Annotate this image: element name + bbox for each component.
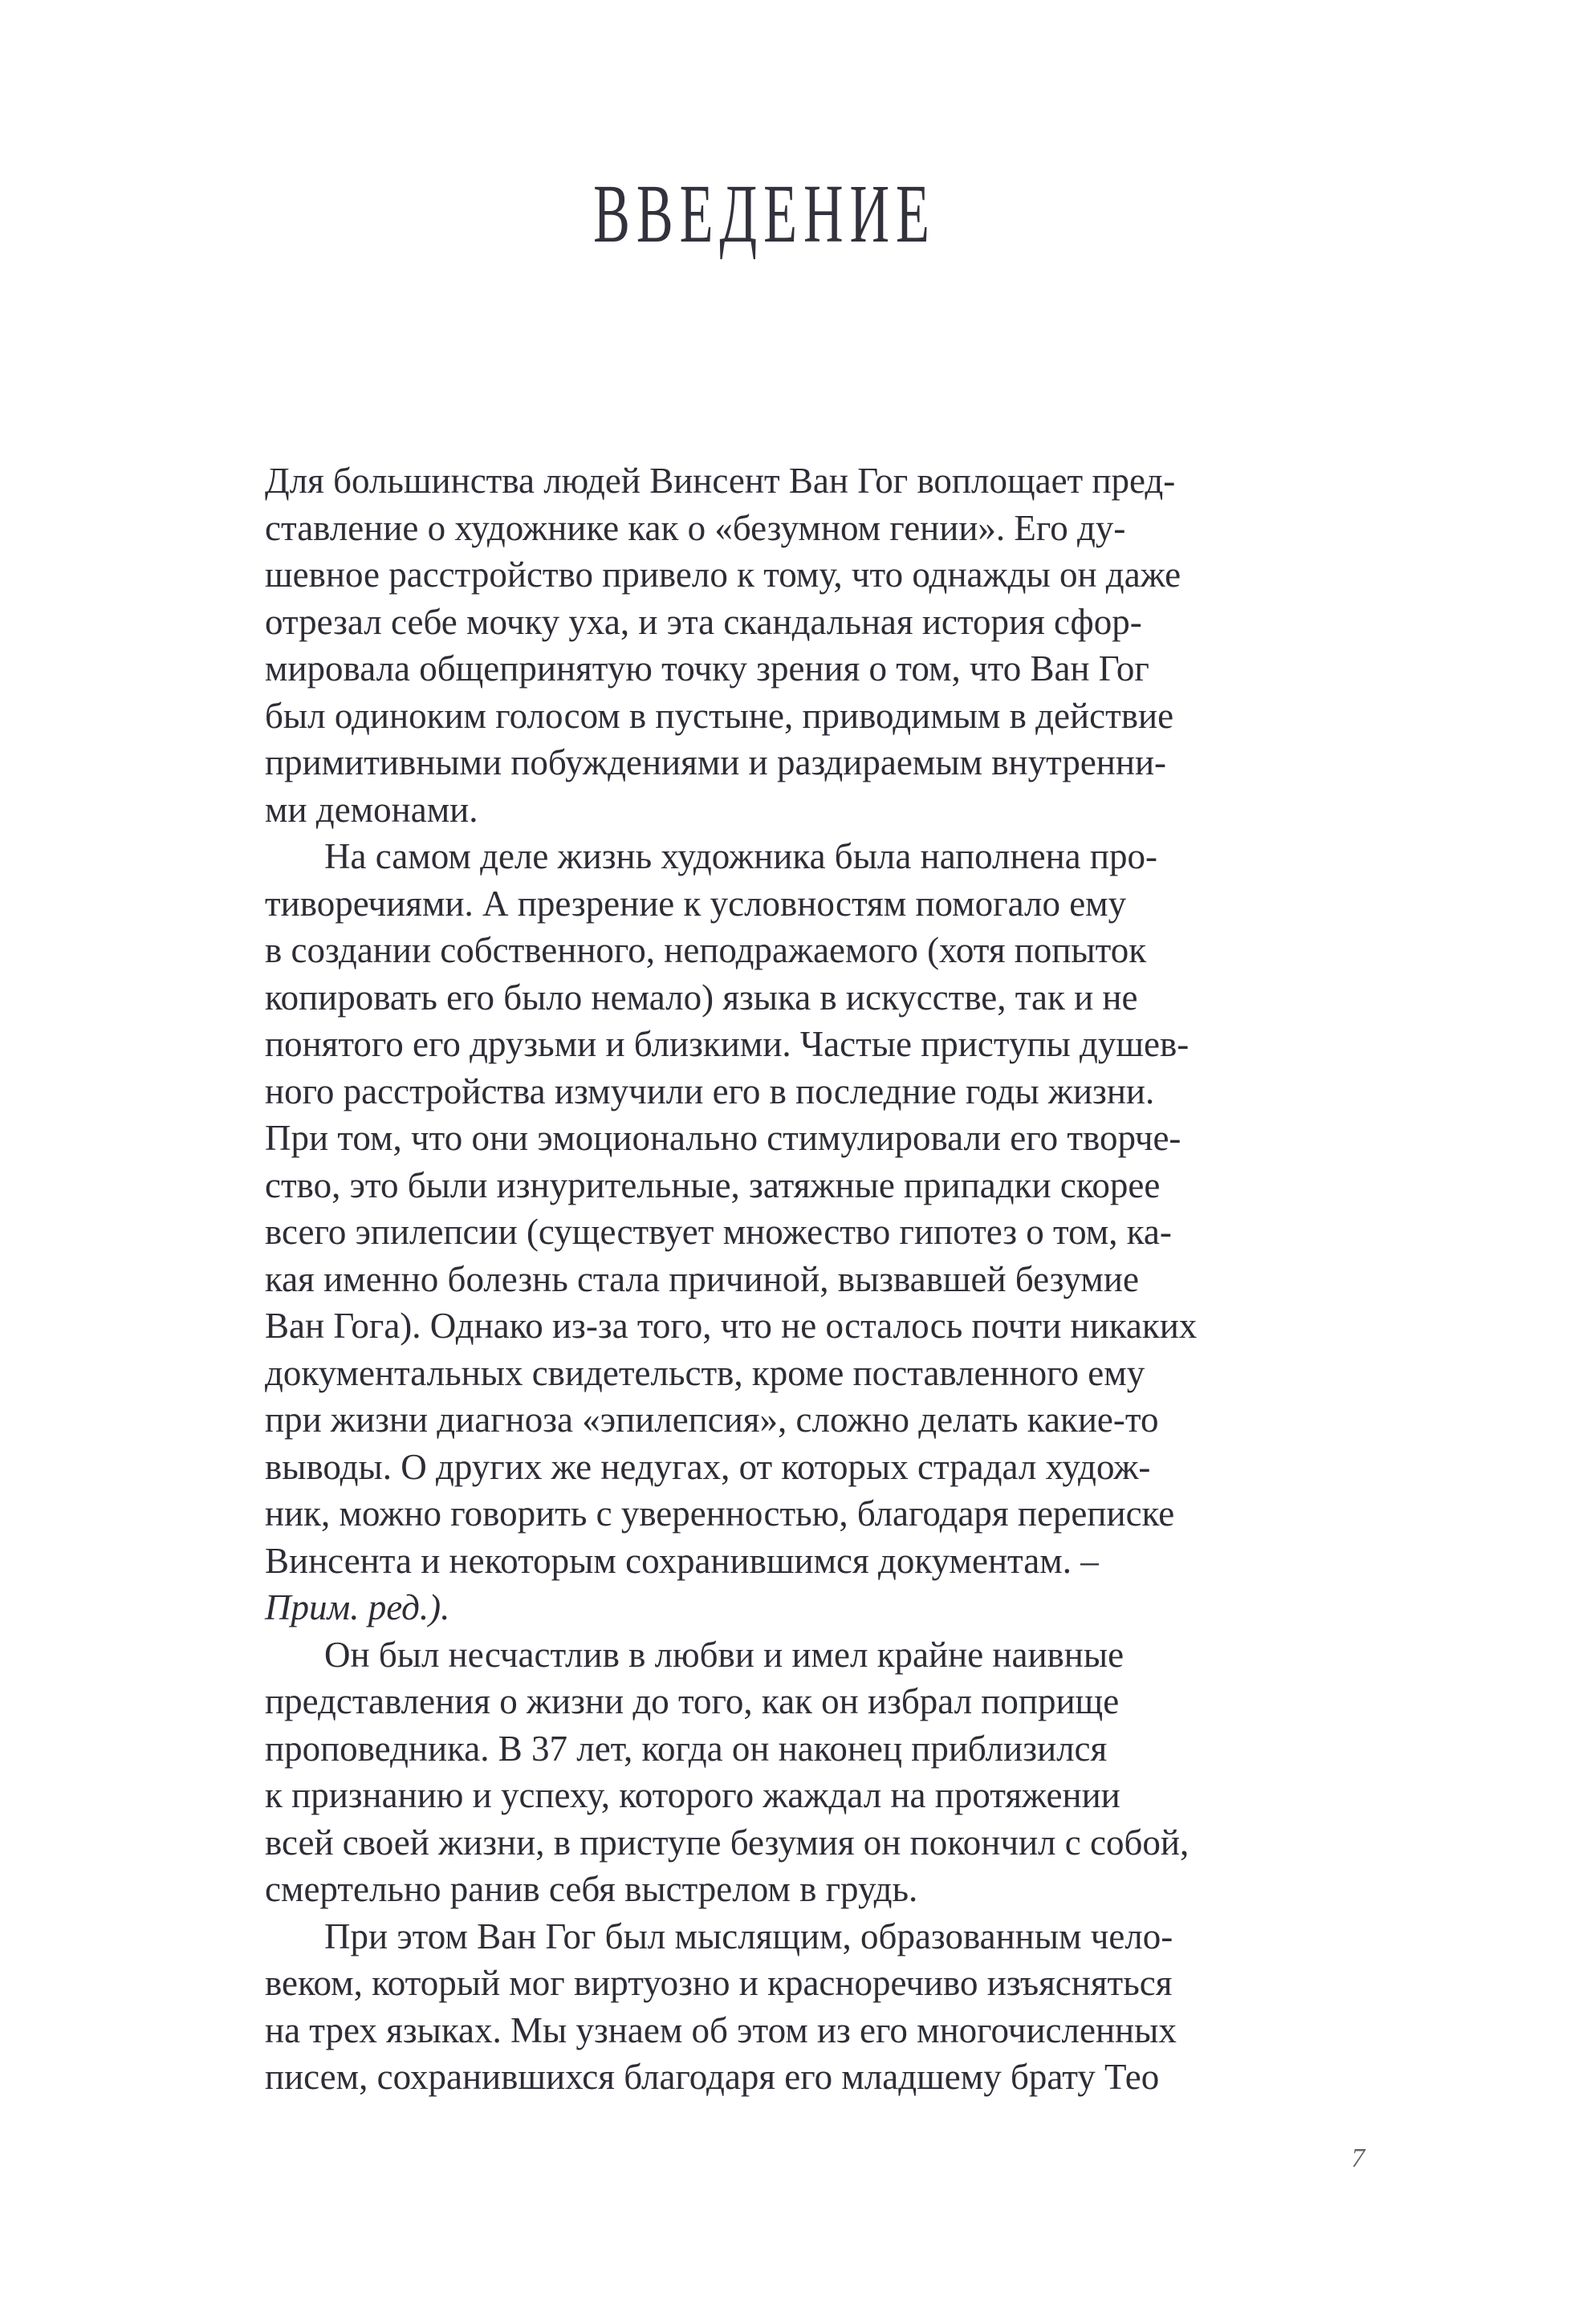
text-line: писем, сохранившихся благодаря его младшему брату Тео	[265, 2057, 1160, 2097]
text-line: при жизни диагноза «эпилепсия», сложно делать какие-то	[265, 1400, 1159, 1440]
text-line: ставление о художнике как о «безумном гении». Его ду-	[265, 507, 1126, 548]
text-line: При том, что они эмоционально стимулировали его творче-	[265, 1118, 1181, 1158]
text-line: выводы. О других же недугах, от которых страдал худож-	[265, 1446, 1151, 1487]
text-line: Для большинства людей Винсент Ван Гог воплощает пред-	[265, 461, 1176, 501]
text-line: отрезал себе мочку уха, и эта скандальная история сфор-	[265, 601, 1142, 642]
text-line: ми демонами.	[265, 789, 478, 830]
text-line: ник, можно говорить с уверенностью, благодаря переписке	[265, 1493, 1175, 1534]
text-line: При этом Ван Гог был мыслящим, образованным чело-	[324, 1916, 1173, 1956]
text-line: копировать его было немало) языка в искусстве, так и не	[265, 977, 1138, 1018]
text-line: примитивными побуждениями и раздираемым внутренни-	[265, 742, 1167, 782]
text-line: кая именно болезнь стала причиной, вызвавшей безумие	[265, 1258, 1139, 1299]
text-line: к признанию и успеху, которого жаждал на протяжении	[265, 1775, 1120, 1815]
text-line: проповедника. В 37 лет, когда он наконец приблизился	[265, 1728, 1108, 1769]
text-line: шевное расстройство привело к тому, что однажды он даже	[265, 555, 1181, 595]
text-line: документальных свидетельств, кроме поставленного ему	[265, 1352, 1145, 1393]
text-line: ного расстройства измучили его в последние годы жизни.	[265, 1071, 1155, 1111]
text-line: Прим. ред.).	[265, 1587, 450, 1627]
text-line: тиворечиями. А презрение к условностям помогало ему	[265, 883, 1127, 924]
text-line: Он был несчастлив в любви и имел крайне наивные	[324, 1634, 1124, 1675]
text-line: смертельно ранив себя выстрелом в грудь.	[265, 1869, 918, 1909]
text-line: веком, который мог виртуозно и красноречиво изъясняться	[265, 1963, 1173, 2003]
text-line: всей своей жизни, в приступе безумия он покончил с собой,	[265, 1822, 1190, 1863]
text-line: Винсента и некоторым сохранившимся документам. –	[265, 1540, 1099, 1581]
text-line: всего эпилепсии (существует множество гипотез о том, ка-	[265, 1212, 1172, 1252]
text-line: на трех языках. Мы узнаем об этом из его многочисленных	[265, 2009, 1177, 2050]
chapter-title: ВВЕДЕНИЕ	[593, 168, 936, 260]
text-line: ство, это были изнурительные, затяжные припадки скорее	[265, 1164, 1161, 1205]
body-text-block	[265, 457, 1272, 2101]
text-line: Ван Гога). Однако из-за того, что не осталось почти никаких	[265, 1306, 1198, 1346]
page-number: 7	[1351, 2143, 1365, 2173]
text-line: был одиноким голосом в пустыне, приводимым в действие	[265, 695, 1174, 736]
text-line: представления о жизни до того, как он избрал поприще	[265, 1681, 1120, 1721]
text-line: в создании собственного, неподражаемого (хотя попыток	[265, 930, 1147, 970]
text-line: мировала общепринятую точку зрения о том, что Ван Гог	[265, 648, 1149, 689]
text-line: На самом деле жизнь художника была наполнена про-	[324, 836, 1157, 876]
text-line: понятого его друзьми и близкими. Частые приступы душев-	[265, 1024, 1190, 1064]
